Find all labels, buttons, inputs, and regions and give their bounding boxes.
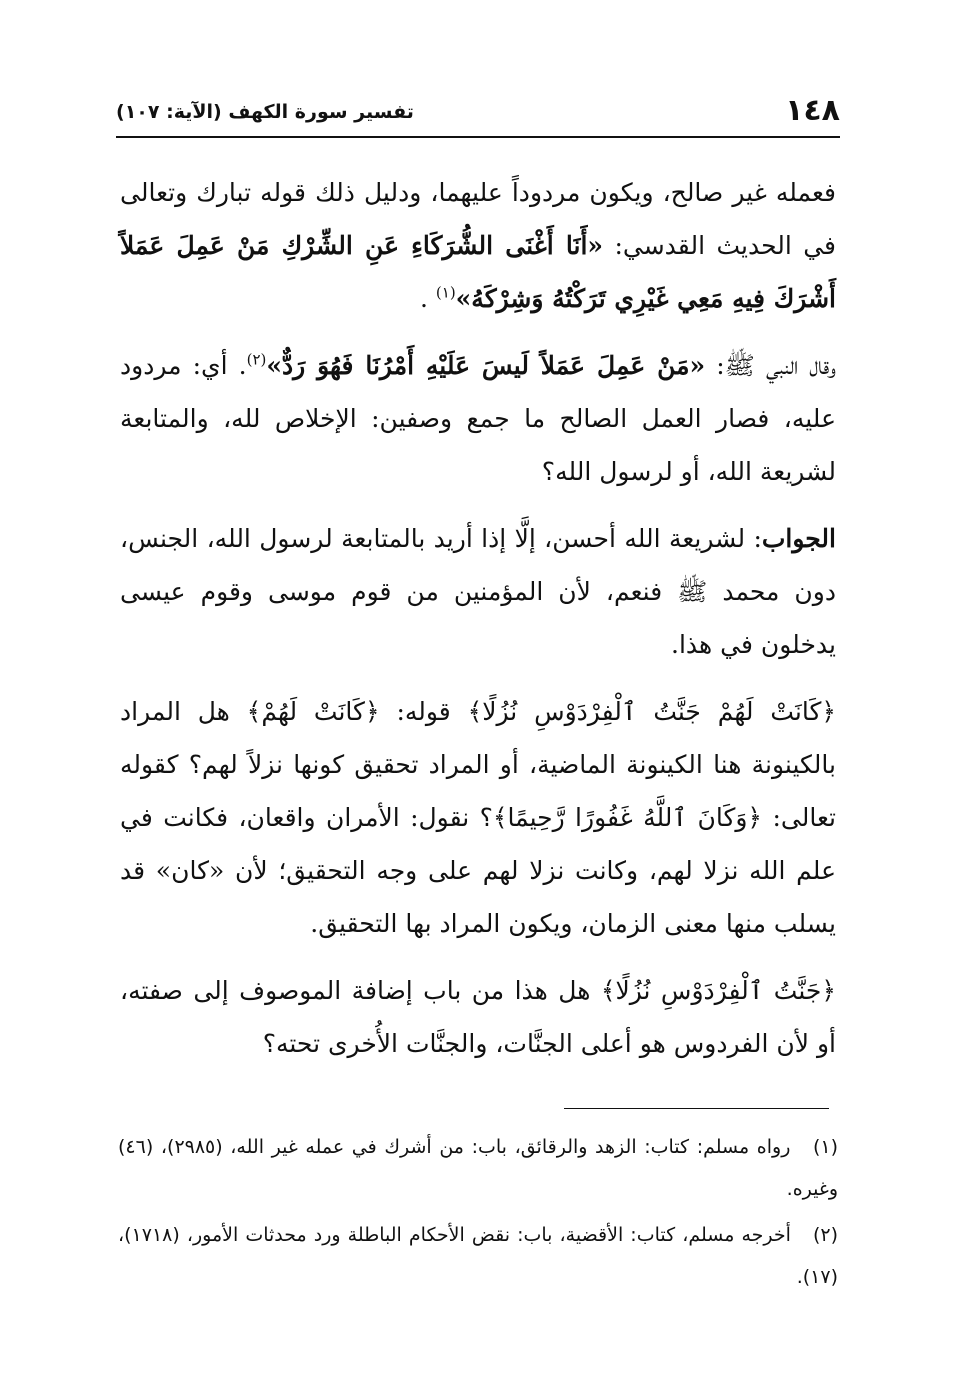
hadith-quote: «مَنْ عَمِلَ عَمَلاً لَيسَ عَلَيْهِ أَمْرُنَا فَهُوَ رَدٌّ» [266,351,706,380]
ayah-quote-3: ﴿وَكَانَ ٱللَّهُ غَفُورًا رَّحِيمًا﴾ [492,803,763,832]
paragraph-4-text-c: ؟ نقول: الأمران واقعان، فكانت في علم الله نزلا لهم، وكانت نزلا لهم على وجه التحقيق؛ لأن «كان» قد يسلب منها معنى الزمان، ويكون المراد بها التحقيق. [120,803,836,938]
footnote-separator [564,1108,829,1109]
paragraph-2-text: . أي: مردود عليه، فصار العمل الصالح ما جمع وصفين: الإخلاص لله، والمتابعة لشريعة الله، أو لرسول الله؟ [120,351,836,486]
paragraph-1-text: فعمله غير صالح، ويكون مردوداً عليهما، ودليل ذلك قوله تبارك وتعالى في الحديث القدسي: [120,178,837,260]
paragraph-4-text-a: قوله: [379,697,468,726]
paragraph-1-end: . [419,284,436,313]
paragraph-2 [120,339,836,498]
footnote-number: (٢) [812,1224,838,1246]
hadith-qudsi-quote: «أَنَا أَغْنَى الشُّرَكَاءِ عَنِ الشِّرْكِ مَنْ عَمِلَ عَمَلاً أَشْرَكَ فِيهِ مَعِي غَيْرِي تَرَكْتُهُ وَشِرْكَهُ» [120,231,836,313]
paragraph-2-intro: وقال النبي ﷺ: [705,351,836,380]
footnote-2 [118,1214,838,1298]
footnote-ref-1: (١) [435,283,456,302]
paragraph-5-text: هل هذا من باب إضافة الموصوف إلى صفته، أو لأن الفردوس هو أعلى الجنَّات، والجنَّات الأُخرى تحته؟ [120,976,836,1058]
paragraph-3-text: : لشريعة الله أحسن، إلَّا إذا أريد بالمتابعة لرسول الله، الجنس، دون محمد ﷺ فنعم، لأن المؤمنين من قوم موسى وقوم عيسى يدخلون في هذا. [120,524,836,659]
running-title: تفسير سورة الكهف (الآية: ١٠٧) [116,101,414,123]
paragraph-4 [120,685,836,950]
footnote-number: (١) [812,1136,839,1158]
paragraph-1 [120,166,836,325]
page-number: ١٤٨ [785,93,840,128]
ayah-quote-2: ﴿كَانَتْ لَهُمْ﴾ [246,697,380,726]
footnotes [118,1126,838,1302]
header-rule [116,136,840,138]
ayah-quote-4: ﴿جَنَّتُ ٱلْفِرْدَوْسِ نُزُلًا﴾ [600,976,836,1005]
page-header [116,88,840,128]
footnote-text: أخرجه مسلم، كتاب: الأقضية، باب: نقض الأحكام الباطلة ورد محدثات الأمور، (١٧١٨)، (١٧). [118,1224,838,1288]
page-body [120,166,836,1084]
paragraph-4-text-b: هل المراد بالكينونة هنا الكينونة الماضية، أو المراد تحقيق كونها نزلاً لهم؟ كقوله تعالى: [120,697,836,832]
footnote-ref-2: (٢) [246,350,267,369]
ayah-quote-1: ﴿كَانَتْ لَهُمْ جَنَّتُ ٱلْفِرْدَوْسِ نُزُلًا﴾ [467,697,837,726]
paragraph-3 [120,512,836,671]
footnote-text: رواه مسلم: كتاب: الزهد والرقائق، باب: من أشرك في عمله غير الله، (٢٩٨٥)، (٤٦) وغيره. [118,1136,838,1200]
answer-label: الجواب [761,524,836,553]
paragraph-5 [120,964,836,1070]
footnote-1 [118,1126,838,1210]
